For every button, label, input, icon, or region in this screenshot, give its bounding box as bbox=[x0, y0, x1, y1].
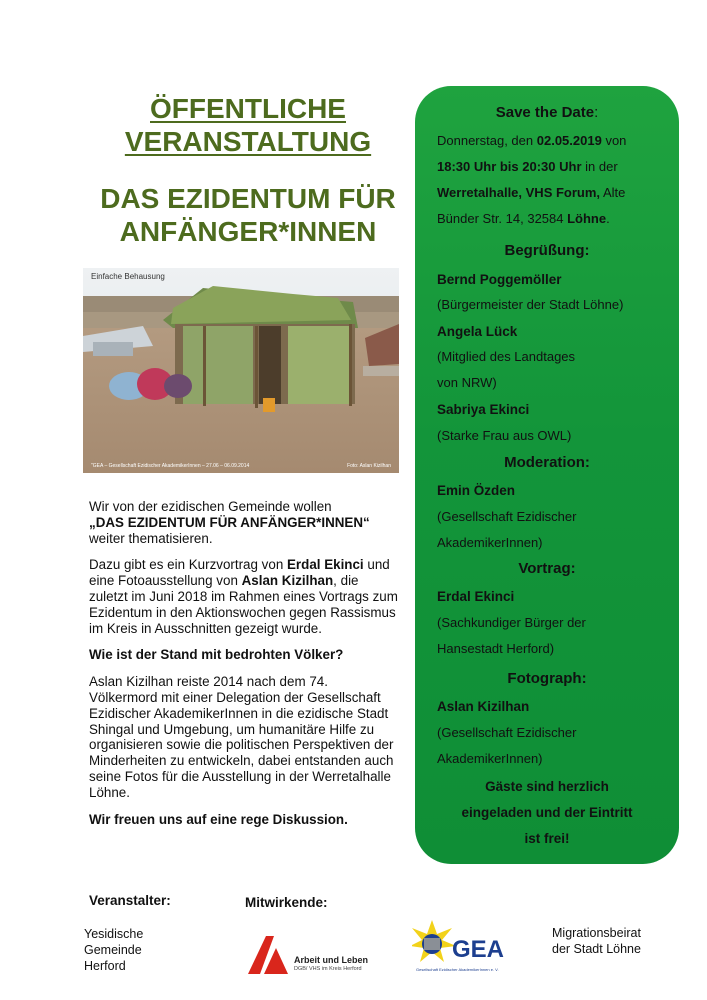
contributors-label: Mitwirkende: bbox=[245, 895, 328, 910]
body-text bbox=[89, 499, 399, 838]
heading-line: ÖFFENTLICHE bbox=[150, 93, 346, 124]
program-text: Dazu gibt es ein Kurzvortrag von bbox=[89, 557, 284, 573]
migration-council-line: Migrationsbeirat bbox=[552, 926, 641, 940]
program-text: , bbox=[333, 573, 337, 589]
closing-line: Gäste sind herzlich bbox=[485, 779, 609, 794]
event-title-heading bbox=[82, 182, 414, 248]
date-text: Alte bbox=[602, 185, 626, 200]
logo-subtitle: Gesellschaft Ezidischer AkademikerInnen e. V. bbox=[416, 967, 499, 972]
organizer-label: Veranstalter: bbox=[89, 893, 171, 908]
organizer-line: Gemeinde bbox=[84, 943, 142, 957]
photo-credit-right: Foto: Aslan Kizilhan bbox=[347, 463, 391, 469]
greeter-name: Angela Lück bbox=[437, 324, 518, 339]
background-paragraph: Aslan Kizilhan reiste 2014 nach dem 74. Völkermord mit einer Delegation der Gesellschaft Ezidischer AkademikerInnen in die ezidische Stadt Shingal und Umgebung, um humanitäre Hilfe zu organisieren sowie die politischen Perspektiven der Minderheiten zu entwickeln, dabei entstanden auch seine Fotos für die Ausstellung in der Werretalhalle Löhne. bbox=[89, 674, 394, 800]
date-text: . bbox=[606, 211, 610, 226]
organizer-line: Yesidische bbox=[84, 927, 144, 941]
greeter-role-line: von NRW) bbox=[437, 375, 497, 390]
greeting-title: Begrüßung: bbox=[504, 242, 590, 259]
talk-title: Vortrag: bbox=[518, 560, 576, 577]
save-the-date-label: Save the Date bbox=[495, 104, 595, 121]
photographer-name: Aslan Kizilhan bbox=[241, 573, 334, 589]
arbeit-und-leben-logo-icon bbox=[248, 936, 290, 974]
closing-text: Wir freuen uns auf eine rege Diskussion. bbox=[89, 811, 348, 827]
event-address: Bünder Str. 14, 32584 bbox=[437, 211, 564, 226]
save-the-date-title bbox=[415, 104, 679, 121]
event-info-box bbox=[415, 86, 679, 864]
closing-line: ist frei! bbox=[524, 831, 570, 846]
arbeit-und-leben-logo bbox=[248, 936, 373, 976]
migration-council-line: der Stadt Löhne bbox=[552, 942, 641, 956]
talk-speaker-role-line: Hansestadt Herford) bbox=[437, 641, 555, 656]
talk-speaker-role bbox=[437, 610, 673, 662]
photo-credit-left: "GEA – Gesellschaft Ezidischer AkademikerInnen – 27.06 – 06.09.2014 bbox=[91, 463, 250, 469]
greeter-role: (Bürgermeister der Stadt Löhne) bbox=[437, 297, 624, 312]
intro-paragraph bbox=[89, 499, 399, 546]
moderator-name: Emin Özden bbox=[437, 483, 516, 498]
intro-title-quote: „DAS EZIDENTUM FÜR ANFÄNGER*INNEN“ bbox=[89, 514, 370, 530]
photographer-name: Aslan Kizilhan bbox=[437, 699, 530, 714]
intro-text: weiter thematisieren. bbox=[89, 530, 213, 546]
greeter-name: Bernd Poggemöller bbox=[437, 272, 562, 287]
event-city: Löhne bbox=[567, 211, 607, 226]
organizer-name bbox=[84, 926, 143, 974]
date-text: in der bbox=[585, 159, 618, 174]
heading-line: VERANSTALTUNG bbox=[124, 126, 372, 157]
event-venue: Werretalhalle, VHS Forum, bbox=[437, 185, 601, 200]
moderator-role-line: (Gesellschaft Ezidischer bbox=[437, 509, 577, 524]
migration-council bbox=[552, 925, 641, 957]
program-text: und eine Fotoausstellung von bbox=[89, 557, 390, 589]
greeter-name: Sabriya Ekinci bbox=[437, 402, 530, 417]
photo-caption: Einfache Behausung bbox=[91, 272, 165, 281]
program-paragraph bbox=[89, 557, 399, 636]
photographer-title: Fotograph: bbox=[507, 670, 587, 687]
shelter-photo-illustration bbox=[83, 268, 399, 473]
photographer-role-line: AkademikerInnen) bbox=[437, 751, 543, 766]
question-paragraph bbox=[89, 647, 399, 663]
logo-title: Arbeit und Leben bbox=[294, 955, 368, 965]
speaker-name: Erdal Ekinci bbox=[287, 557, 364, 573]
closing-invitation bbox=[415, 774, 679, 852]
date-details bbox=[437, 128, 673, 232]
moderator-role bbox=[437, 504, 673, 556]
program-text: die zuletzt im Juni 2018 im Rahmen eines Vortrags zum Ezidentum in den Aktionswochen gegen Rassismus im Kreis in Ausschnitten gezeigt wurde. bbox=[89, 573, 398, 636]
moderator-role-line: AkademikerInnen) bbox=[437, 535, 543, 550]
heading-line: ANFÄNGER*INNEN bbox=[119, 216, 377, 247]
moderation-title: Moderation: bbox=[504, 454, 590, 471]
date-text: von bbox=[605, 133, 627, 148]
event-time: 18:30 Uhr bis 20:30 Uhr bbox=[437, 159, 582, 174]
event-type-heading bbox=[82, 92, 414, 158]
question-text: Wie ist der Stand mit bedrohten Völker? bbox=[89, 647, 344, 663]
save-the-date-colon: : bbox=[594, 104, 599, 121]
closing-line: eingeladen und der Eintritt bbox=[461, 805, 633, 820]
date-text: Donnerstag, den bbox=[437, 133, 534, 148]
photographer-role-line: (Gesellschaft Ezidischer bbox=[437, 725, 577, 740]
photographer-role bbox=[437, 720, 673, 772]
shelter-photo bbox=[83, 268, 399, 473]
closing-paragraph bbox=[89, 812, 399, 828]
event-date: 02.05.2019 bbox=[536, 133, 602, 148]
talk-speaker-role-line: (Sachkundiger Bürger der bbox=[437, 615, 586, 630]
gea-logo bbox=[412, 918, 512, 978]
logo-subtitle: DGB/ VHS im Kreis Herford bbox=[294, 966, 362, 972]
talk-speaker-name: Erdal Ekinci bbox=[437, 589, 515, 604]
logo-title: GEA bbox=[452, 936, 505, 963]
greeter-role bbox=[437, 344, 673, 396]
heading-line: DAS EZIDENTUM FÜR bbox=[100, 183, 396, 214]
intro-text: Wir von der ezidischen Gemeinde wollen bbox=[89, 499, 332, 514]
greeter-role: (Starke Frau aus OWL) bbox=[437, 428, 572, 443]
organizer-line: Herford bbox=[84, 959, 126, 973]
greeter-role-line: (Mitglied des Landtages bbox=[437, 349, 576, 364]
